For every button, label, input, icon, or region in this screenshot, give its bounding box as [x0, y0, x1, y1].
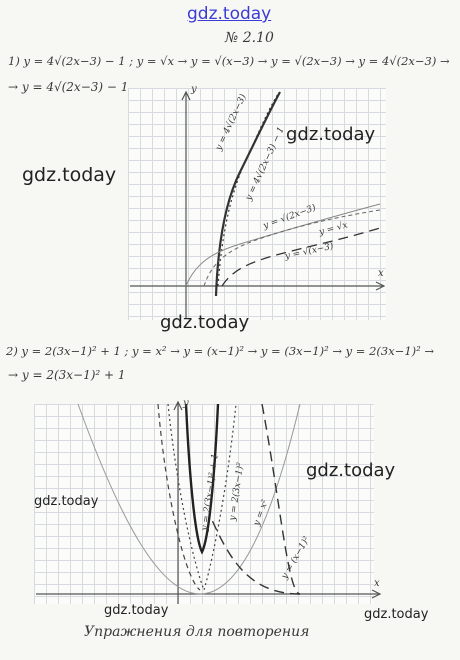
graph1-label-d: y = √x — [318, 220, 349, 238]
watermark: gdz.today — [364, 607, 429, 622]
section-heading: Упражнения для повторения — [84, 624, 310, 640]
graph1-x-label: x — [378, 268, 384, 279]
site-header-link[interactable]: gdz.today — [187, 4, 272, 24]
watermark: gdz.today — [104, 603, 169, 618]
watermark: gdz.today — [306, 460, 396, 481]
part1-line2: → y = 4√(2x−3) − 1 — [8, 80, 129, 94]
graph1-label-b: y = 4√(2x−3) − 1 — [244, 125, 287, 203]
watermark: gdz.today — [22, 164, 117, 186]
graph1-label-c: y = √(2x−3) — [262, 203, 318, 232]
graph2-label-d: y = (x−1)² — [280, 535, 313, 581]
graph2-label-b: y = 2(3x−1)² — [228, 461, 247, 522]
graph1-label-e: y = √(x−3) — [284, 241, 335, 262]
graph2-curve-x1b — [212, 520, 300, 594]
problem-number: № 2.10 — [225, 30, 274, 46]
part1-line1: 1) y = 4√(2x−3) − 1 ; y = √x → y = √(x−3) → y = √(2x−3) → y = 4√(2x−3) → — [8, 54, 450, 68]
graph2-x-label: x — [374, 578, 380, 589]
part2-line1: 2) y = 2(3x−1)² + 1 ; y = x² → y = (x−1)² → y = (3x−1)² → y = 2(3x−1)² → — [6, 344, 435, 358]
part2-line2: → y = 2(3x−1)² + 1 — [8, 368, 126, 382]
graph2-label-a: y = 2(3x−1)² + 1 — [200, 452, 221, 532]
watermark: gdz.today — [160, 312, 250, 333]
graph1-label-a: y = 4√(2x−3) — [214, 92, 249, 153]
graph2-y-label: y — [183, 398, 189, 409]
watermark: gdz.today — [286, 124, 376, 145]
graph2-curve-left — [158, 404, 200, 590]
graph2-label-c: y = x² — [252, 498, 271, 528]
graph2-curve-x2 — [78, 404, 300, 594]
graph1-y-label: y — [191, 84, 197, 95]
watermark: gdz.today — [34, 494, 99, 509]
